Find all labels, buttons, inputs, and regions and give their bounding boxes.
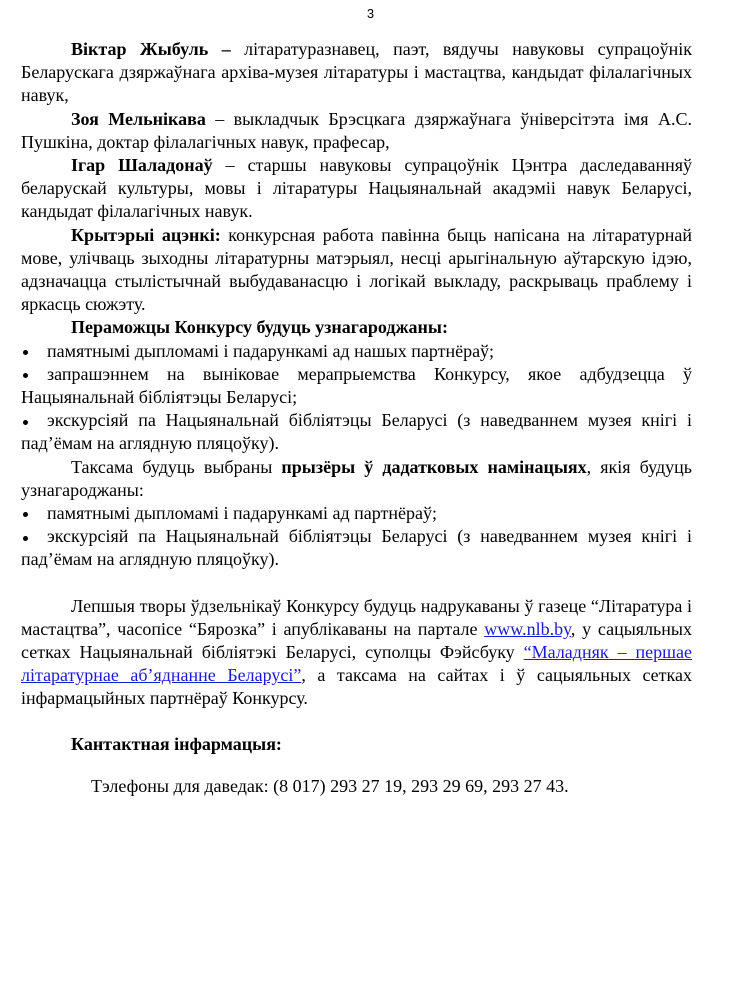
criteria-text: конкурсная работа павінна быць напісана на літаратурнай мове, улічваць зыходны літаратурны матэрыял, несці арыгінальную аўтарскую ідэю, адзначацца стылістычнай выбудаванасцю і логікай выкладу, раскрываць праблему і яркасць сюжэту. — [21, 224, 692, 315]
winners-heading-text: Пераможцы Конкурсу будуць узнагароджаны: — [71, 317, 448, 338]
bullet-icon — [23, 350, 28, 355]
nlb-link[interactable]: www.nlb.by — [484, 618, 571, 639]
prizewinners-bold: прызёры ў дадатковых намінацыях — [281, 456, 587, 477]
list-item — [21, 409, 692, 455]
winners-heading — [21, 316, 692, 339]
publication-text: , а таксама на сайтах і ў сацыяльных сетках інфармацыйных партнёраў Конкурсу. — [21, 665, 692, 709]
publication-paragraph — [21, 595, 692, 711]
prizewinners-pre: Таксама будуць выбраны — [71, 456, 282, 477]
bullet-icon — [23, 536, 28, 541]
jury-member-name: Зоя Мельнікава — [71, 108, 206, 129]
jury-member-description: – выкладчык Брэсцкага дзяржаўнага ўніверсітэта імя А.С. Пушкіна, доктар філалагічных навук, прафесар, — [21, 108, 692, 152]
page-number: 3 — [366, 6, 375, 21]
jury-member-description: літаратуразнавец, паэт, вядучы навуковы супрацоўнік Беларускага дзяржаўнага архіва-музея літаратуры і мастацтва, кандыдат філалагічных навук, — [21, 39, 692, 106]
list-item — [21, 525, 692, 571]
list-item-text: памятнымі дыпломамі і падарункамі ад партнёраў; — [47, 503, 437, 524]
publication-text: , у сацыяльных сетках Нацыянальнай бібліятэкі Беларусі, суполцы Фэйсбуку — [21, 618, 692, 663]
publication-text: Лепшыя творы ўдзельнікаў Конкурсу будуць надрукаваны ў газеце “Літаратура і мастацтва”, часопісе “Бярозка” і апублікаваны на партале — [21, 595, 692, 639]
jury-member — [21, 38, 692, 108]
list-item-text: памятнымі дыпломамі і падарункамі ад нашых партнёраў; — [47, 340, 495, 361]
jury-member — [21, 108, 692, 154]
maladniak-link[interactable]: “Маладняк – першае літаратурнае аб’яднанне Беларусі” — [21, 642, 693, 686]
list-item — [21, 363, 692, 409]
list-item-text: экскурсіяй па Нацыянальнай бібліятэцы Беларусі (з наведваннем музея кнігі і пад’ёмам на аглядную пляцоўку). — [21, 410, 692, 454]
bullet-icon — [23, 512, 28, 517]
jury-member-description: – старшы навуковы супрацоўнік Цэнтра даследаванняў беларускай культуры, мовы і літаратуры Нацыянальнай акадэміі навук Беларусі, кандыдат філалагічных навук. — [21, 155, 692, 222]
list-item — [21, 502, 692, 525]
list-item-text: экскурсіяй па Нацыянальнай бібліятэцы Беларусі (з наведваннем музея кнігі і пад’ёмам на аглядную пляцоўку). — [21, 526, 692, 570]
list-item — [21, 340, 692, 363]
document-body — [21, 38, 692, 798]
list-item-text: запрашэннем на выніковае мерапрыемства Конкурсу, якое адбудзецца ў Нацыянальнай бібліятэцы Беларусі; — [21, 363, 692, 408]
criteria-label: Крытэрыі ацэнкі: — [71, 224, 221, 245]
prizewinners-post: , якія будуць узнагароджаны: — [21, 456, 693, 500]
jury-member-name: Віктар Жыбуль – — [71, 39, 231, 59]
bullet-icon — [23, 373, 28, 378]
jury-member-name: Ігар Шаладонаў — [71, 155, 213, 176]
spacer — [21, 711, 692, 733]
contacts-phones: Тэлефоны для даведак: (8 017) 293 27 19, 293 29 69, 293 27 43. — [91, 775, 569, 796]
contacts-heading — [21, 733, 692, 756]
contacts-heading-text: Кантактная інфармацыя: — [71, 733, 282, 754]
spacer — [21, 572, 692, 595]
bullet-icon — [23, 420, 28, 425]
criteria-paragraph — [21, 224, 692, 317]
prizewinners-paragraph — [21, 456, 692, 502]
jury-member — [21, 154, 692, 224]
